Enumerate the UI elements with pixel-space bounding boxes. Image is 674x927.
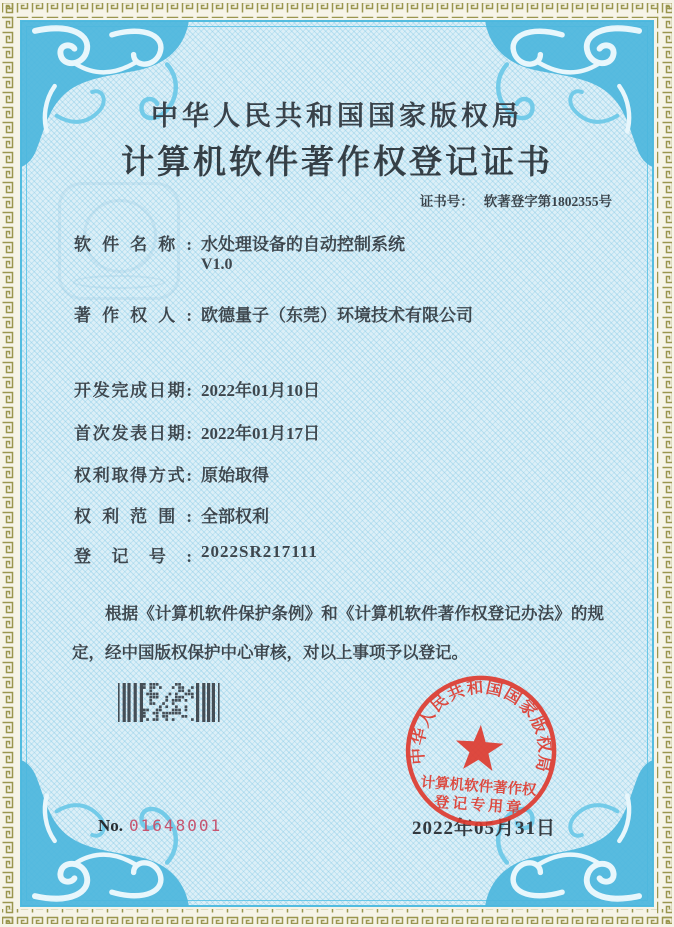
field-row-software-name bbox=[74, 230, 405, 255]
official-seal bbox=[390, 660, 574, 844]
seal-line1: 计算机软件著作权 bbox=[420, 774, 537, 799]
copyright-owner-label: 著作权人: bbox=[74, 306, 192, 325]
field-row-rights-acquisition bbox=[74, 461, 269, 486]
field-row-copyright-owner bbox=[74, 301, 473, 326]
registration-number-label: 登记号: bbox=[74, 547, 192, 566]
seal-ring-text: 中华人民共和国国家版权局 bbox=[407, 677, 555, 775]
dev-complete-date-value: 2022年01月10日 bbox=[201, 381, 320, 400]
software-name-label: 软件名称: bbox=[74, 235, 192, 254]
dev-complete-date-label: 开发完成日期: bbox=[74, 381, 192, 400]
barcode bbox=[118, 683, 220, 722]
certificate-number-value: 软著登字第1802355号 bbox=[483, 194, 612, 209]
rights-scope-value: 全部权利 bbox=[201, 507, 269, 526]
certificate-title: 计算机软件著作权登记证书 bbox=[121, 145, 553, 181]
field-row-first-publish-date bbox=[74, 419, 320, 444]
rights-acquisition-label: 权利取得方式: bbox=[74, 466, 192, 485]
registration-number-value: 2022SR217111 bbox=[201, 542, 318, 561]
certificate-number-line bbox=[420, 190, 612, 210]
field-row-registration-number bbox=[74, 542, 318, 567]
authority-title: 中华人民共和国国家版权局 bbox=[151, 101, 523, 131]
software-name-value: 水处理设备的自动控制系统 bbox=[201, 235, 405, 254]
watermark-base bbox=[73, 275, 165, 289]
issue-date: 2022年05月31日 bbox=[412, 818, 557, 839]
rights-scope-label: 权利范围: bbox=[74, 507, 192, 526]
copyright-owner-value: 欧德量子（东莞）环境技术有限公司 bbox=[201, 306, 473, 325]
field-row-dev-complete-date bbox=[74, 376, 320, 401]
seal-line2: 登记专用章 bbox=[433, 794, 525, 818]
software-version-value: V1.0 bbox=[201, 256, 233, 273]
field-row-rights-scope bbox=[74, 502, 269, 527]
serial-number-line bbox=[98, 816, 222, 836]
first-publish-date-label: 首次发表日期: bbox=[74, 424, 192, 443]
rights-acquisition-value: 原始取得 bbox=[201, 466, 269, 485]
border-top-strip bbox=[2, 3, 672, 18]
border-bottom-strip bbox=[2, 909, 672, 924]
first-publish-date-value: 2022年01月17日 bbox=[201, 424, 320, 443]
registration-statement: 根据《计算机软件保护条例》和《计算机软件著作权登记办法》的规定，经中国版权保护中心审核，对以上事项予以登记。 bbox=[72, 604, 604, 662]
star-icon bbox=[454, 723, 505, 771]
serial-prefix: No. bbox=[98, 816, 124, 835]
serial-number: 01648001 bbox=[129, 816, 223, 835]
certificate-number-label: 证书号： bbox=[419, 194, 474, 209]
